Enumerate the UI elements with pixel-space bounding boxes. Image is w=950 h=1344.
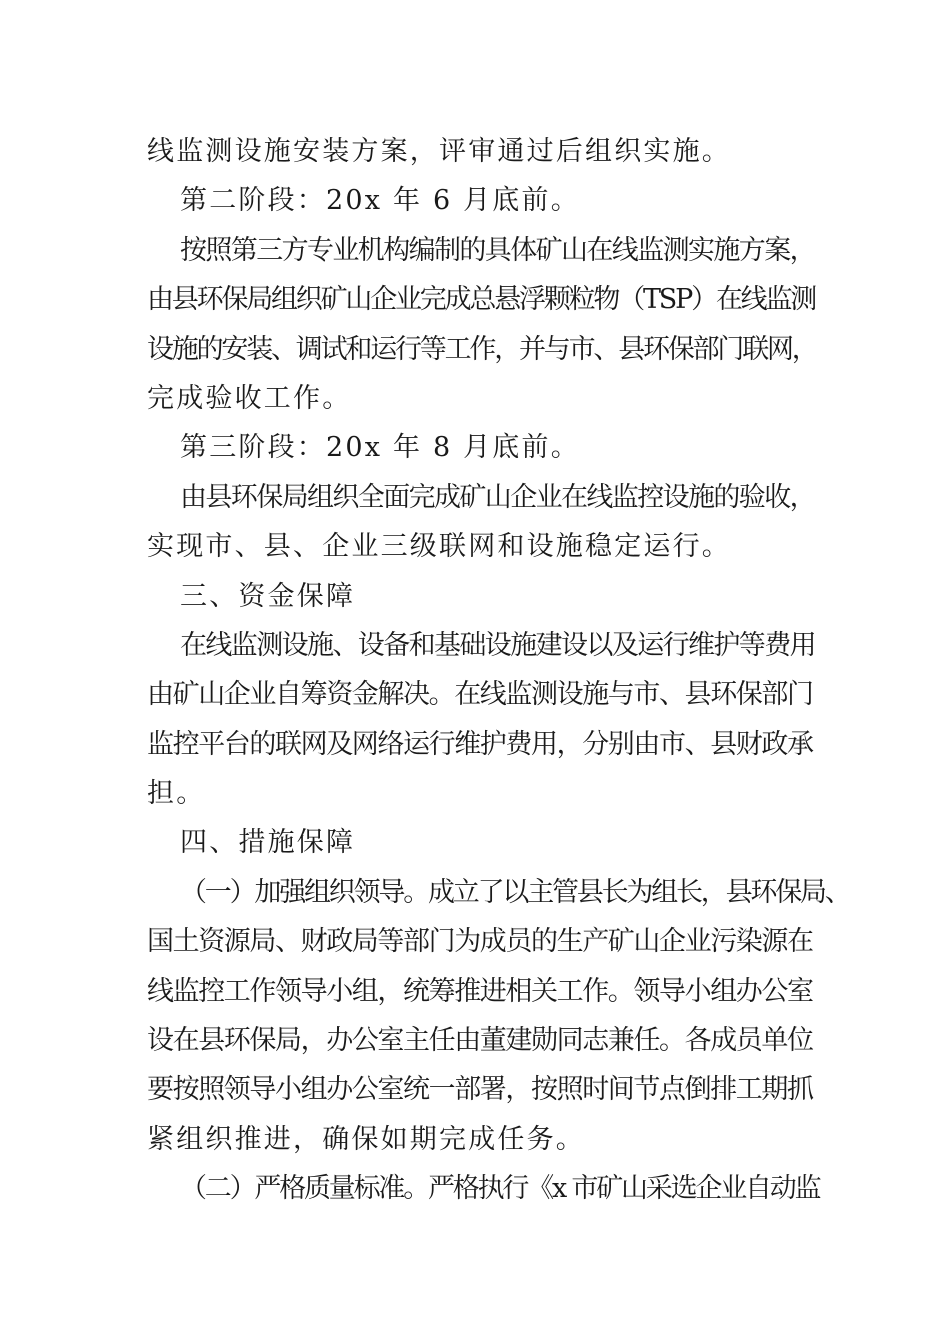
text-line: 由县环保局组织全面完成矿山企业在线监控设施的验收，: [180, 481, 815, 513]
text-line: 国土资源局、财政局等部门为成员的生产矿山企业污染源在: [147, 926, 813, 958]
text-line: 要按照领导小组办公室统一部署，按照时间节点倒排工期抓: [147, 1074, 813, 1106]
text-line: （一）加强组织领导。成立了以主管县长为组长，县环保局、: [180, 876, 850, 908]
text-line: 实现市、县、企业三级联网和设施稳定运行。: [147, 531, 731, 563]
text-line: 设施的安装、调试和运行等工作，并与市、县环保部门联网，: [147, 333, 817, 365]
text-line: 在线监测设施、设备和基础设施建设以及运行维护等费用: [180, 629, 815, 661]
text-line: 线监控工作领导小组，统筹推进相关工作。领导小组办公室: [147, 975, 813, 1007]
text-line: 担。: [147, 778, 206, 810]
text-line: 按照第三方专业机构编制的具体矿山在线监测实施方案，: [180, 234, 815, 266]
text-line: 第三阶段：20x 年 8 月底前。: [180, 432, 580, 464]
section-heading: 四、措施保障: [180, 827, 356, 859]
text-line: 监控平台的联网及网络运行维护费用，分别由市、县财政承: [147, 728, 813, 760]
text-line: 设在县环保局，办公室主任由董建勋同志兼任。各成员单位: [147, 1025, 813, 1057]
section-heading: 三、资金保障: [180, 580, 356, 612]
text-line: 完成验收工作。: [147, 382, 352, 414]
text-line: 第二阶段：20x 年 6 月底前。: [180, 185, 580, 217]
text-line: 线监测设施安装方案，评审通过后组织实施。: [147, 136, 731, 167]
text-line: （二）严格质量标准。严格执行《x 市矿山采选企业自动监: [180, 1173, 820, 1205]
text-line: 紧组织推进，确保如期完成任务。: [147, 1123, 585, 1155]
text-line: 由县环保局组织矿山企业完成总悬浮颗粒物（TSP）在线监测: [147, 284, 816, 316]
document-body: [147, 127, 850, 1214]
text-line: 由矿山企业自筹资金解决。在线监测设施与市、县环保部门: [147, 679, 813, 711]
